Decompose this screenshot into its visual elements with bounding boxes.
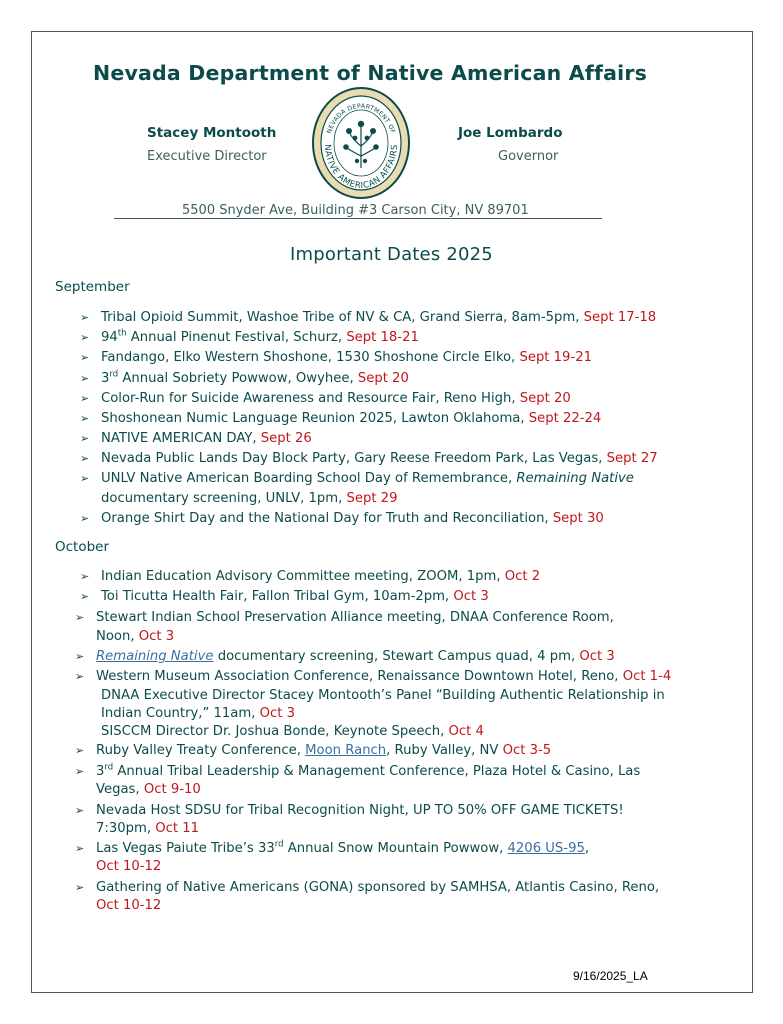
list-item-continuation: Oct 10-12: [96, 859, 162, 874]
list-item: Nevada Host SDSU for Tribal Recognition Night, UP TO 50% OFF GAME TICKETS!: [96, 803, 624, 818]
remaining-native-link[interactable]: Remaining Native: [96, 649, 214, 664]
arrow-bullet-icon: ➢: [75, 744, 85, 757]
list-item: Remaining Native documentary screening, Stewart Campus quad, 4 pm, Oct 3: [96, 649, 615, 664]
list-item-continuation: 7:30pm, Oct 11: [96, 821, 199, 836]
us-95-address-link[interactable]: 4206 US-95: [507, 841, 585, 856]
list-item: Shoshonean Numic Language Reunion 2025, Lawton Oklahoma, Sept 22-24: [101, 411, 602, 426]
list-item: 3rd Annual Tribal Leadership & Management Conference, Plaza Hotel & Casino, Las: [96, 762, 641, 779]
list-item: Orange Shirt Day and the National Day for Truth and Reconciliation, Sept 30: [101, 511, 604, 526]
document-title: Important Dates 2025: [290, 244, 493, 265]
arrow-bullet-icon: ➢: [80, 412, 90, 425]
arrow-bullet-icon: ➢: [80, 570, 90, 583]
section-heading-september: September: [55, 279, 130, 295]
arrow-bullet-icon: ➢: [80, 331, 90, 344]
arrow-bullet-icon: ➢: [80, 452, 90, 465]
agency-name: Nevada Department of Native American Affairs: [93, 61, 648, 85]
list-item: Toi Ticutta Health Fair, Fallon Tribal Gym, 10am-2pm, Oct 3: [101, 589, 489, 604]
arrow-bullet-icon: ➢: [75, 611, 85, 624]
arrow-bullet-icon: ➢: [80, 311, 90, 324]
arrow-bullet-icon: ➢: [80, 512, 90, 525]
list-item-continuation: Noon, Oct 3: [96, 629, 175, 644]
arrow-bullet-icon: ➢: [80, 372, 90, 385]
list-item: Indian Education Advisory Committee meeting, ZOOM, 1pm, Oct 2: [101, 569, 541, 584]
arrow-bullet-icon: ➢: [80, 472, 90, 485]
svg-text:NEVADA DEPARTMENT OF: NEVADA DEPARTMENT OF: [325, 102, 397, 135]
list-subitem-continuation: Indian Country,” 11am, Oct 3: [101, 706, 296, 721]
list-item: 3rd Annual Sobriety Powwow, Owyhee, Sept 20: [101, 369, 409, 386]
list-subitem: DNAA Executive Director Stacey Montooth’s Panel “Building Authentic Relationship in: [101, 688, 665, 703]
list-item: Las Vegas Paiute Tribe’s 33rd Annual Snow Mountain Powwow, 4206 US-95,: [96, 839, 590, 856]
arrow-bullet-icon: ➢: [80, 392, 90, 405]
header-divider: [114, 218, 602, 219]
list-item-continuation: Vegas, Oct 9-10: [96, 782, 201, 797]
revision-stamp: 9/16/2025_LA: [573, 969, 648, 983]
arrow-bullet-icon: ➢: [80, 351, 90, 364]
governor-title: Governor: [498, 149, 559, 164]
list-item: Tribal Opioid Summit, Washoe Tribe of NV & CA, Grand Sierra, 8am-5pm, Sept 17-18: [101, 310, 657, 325]
arrow-bullet-icon: ➢: [80, 432, 90, 445]
list-item: UNLV Native American Boarding School Day of Remembrance, Remaining Native: [101, 471, 634, 486]
executive-director-name: Stacey Montooth: [147, 125, 277, 141]
list-subitem: SISCCM Director Dr. Joshua Bonde, Keynote Speech, Oct 4: [101, 724, 484, 739]
list-item: Western Museum Association Conference, Renaissance Downtown Hotel, Reno, Oct 1-4: [96, 669, 672, 684]
governor-name: Joe Lombardo: [458, 125, 563, 141]
arrow-bullet-icon: ➢: [80, 590, 90, 603]
department-address: 5500 Snyder Ave, Building #3 Carson City, NV 89701: [182, 203, 529, 218]
list-item: Stewart Indian School Preservation Alliance meeting, DNAA Conference Room,: [96, 610, 614, 625]
arrow-bullet-icon: ➢: [75, 881, 85, 894]
department-seal-logo: [311, 86, 411, 200]
list-item-continuation: Oct 10-12: [96, 898, 162, 913]
svg-text:NATIVE AMERICAN AFFAIRS: NATIVE AMERICAN AFFAIRS: [321, 144, 401, 192]
list-item: Color-Run for Suicide Awareness and Resource Fair, Reno High, Sept 20: [101, 391, 571, 406]
executive-director-title: Executive Director: [147, 149, 267, 164]
arrow-bullet-icon: ➢: [75, 804, 85, 817]
list-item: Gathering of Native Americans (GONA) sponsored by SAMHSA, Atlantis Casino, Reno,: [96, 880, 660, 895]
list-item: Fandango, Elko Western Shoshone, 1530 Shoshone Circle Elko, Sept 19-21: [101, 350, 592, 365]
moon-ranch-link[interactable]: Moon Ranch: [305, 743, 387, 758]
list-item-continuation: documentary screening, UNLV, 1pm, Sept 29: [101, 491, 398, 506]
list-item: Nevada Public Lands Day Block Party, Gary Reese Freedom Park, Las Vegas, Sept 27: [101, 451, 658, 466]
section-heading-october: October: [55, 539, 110, 555]
list-item: NATIVE AMERICAN DAY, Sept 26: [101, 431, 312, 446]
arrow-bullet-icon: ➢: [75, 650, 85, 663]
arrow-bullet-icon: ➢: [75, 842, 85, 855]
list-item: Ruby Valley Treaty Conference, Moon Ranch, Ruby Valley, NV Oct 3-5: [96, 743, 552, 758]
list-item: 94th Annual Pinenut Festival, Schurz, Sept 18-21: [101, 328, 419, 345]
arrow-bullet-icon: ➢: [75, 670, 85, 683]
arrow-bullet-icon: ➢: [75, 765, 85, 778]
